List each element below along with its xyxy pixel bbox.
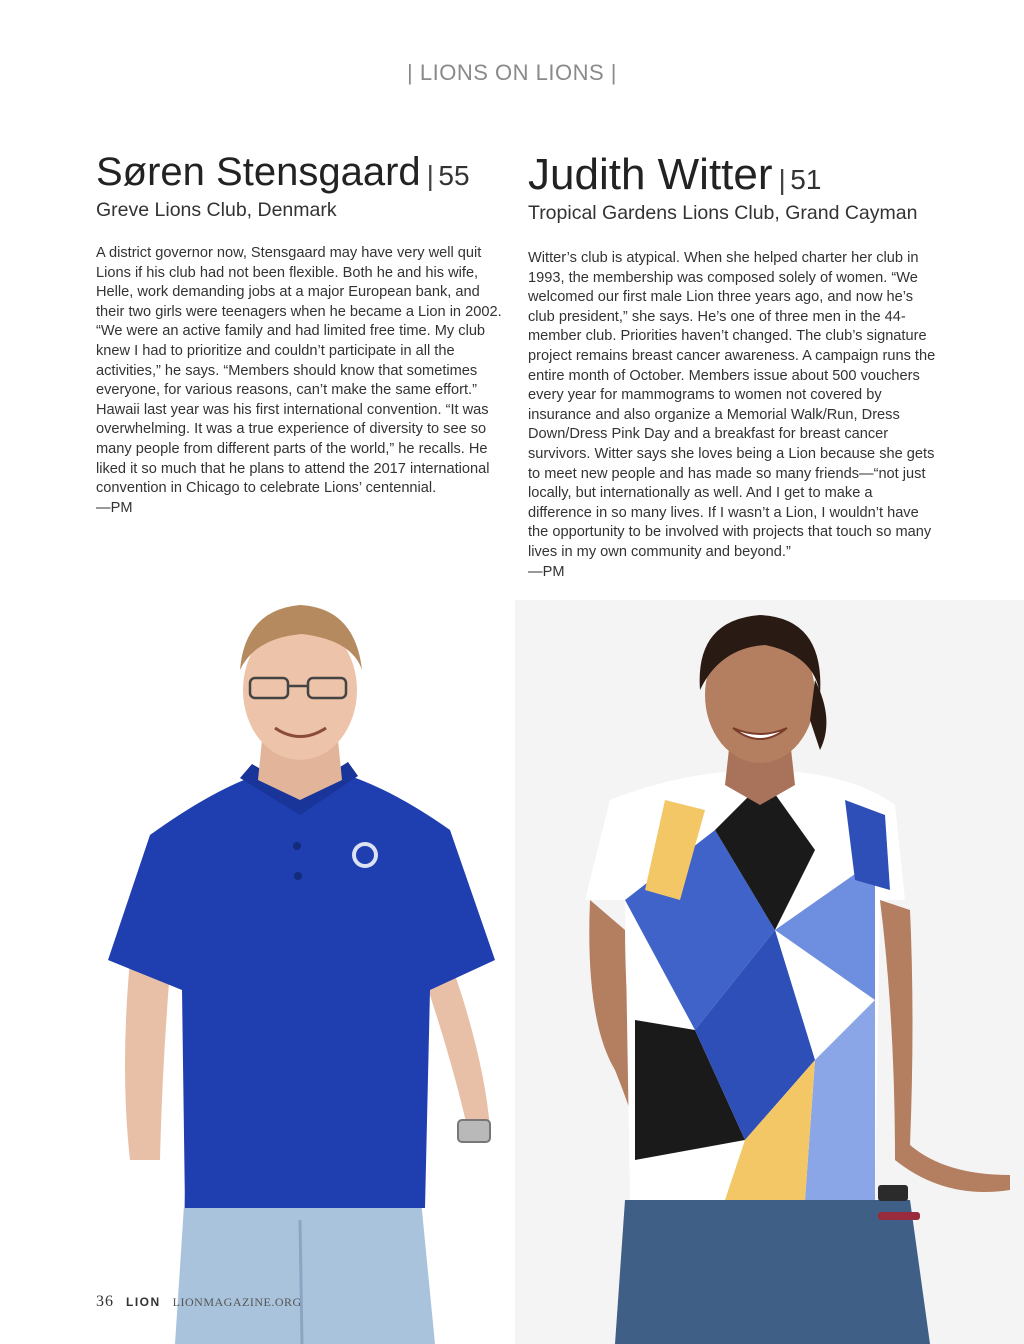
profile-body-paragraph: A district governor now, Stensgaard may have very well quit Lions if his club had not been flexible. Both he and his wife, Helle, work demanding jobs at a major European bank, and their two girls were teenagers when he became a Lion in 2002. “We were an active family and had limited free time. My club knew I had to prioritize and couldn’t participate in all the activities,” he says. “Members should know that sometimes everyone, for various reasons, can’t make the same effort.” Hawaii last year was his first international convention. “It was overwhelming. It was a true experience of diversity to see so many people from different parts of the world,” he recalls. He liked it so much that he plans to attend the 2017 international convention in Chicago to celebrate Lions’ centennial.	[96, 245, 502, 497]
heading-separator: |	[778, 164, 786, 195]
magazine-name: LION	[126, 1295, 161, 1309]
profile-body-paragraph: Witter’s club is atypical. When she helped charter her club in 1993, the membership was composed solely of women. “We welcomed our first male Lion three years ago, and now he’s club president,” she says. He’s one of three men in the 44-member club. Priorities haven’t changed. The club’s signature project remains breast cancer awareness. A campaign runs the entire month of October. Members issue about 500 vouchers every year for mammograms to women not covered by insurance and also organize a Memorial Walk/Run, Dress Down/Dress Pink Day and a breakfast for breast cancer survivors. Witter says she loves being a Lion because she gets to meet new people and has made so many friends—“not just locally, but internationally as well. And I get to make a difference in so many lives. If I wasn’t a Lion, I wouldn’t have the opportunity to be involved with projects that touch so many lives in my own community and beyond.”	[528, 250, 936, 560]
profile-soren	[96, 150, 506, 518]
profile-byline: —PM	[96, 499, 133, 516]
profile-name: Judith Witter	[528, 150, 773, 199]
photo-judith	[515, 600, 1024, 1344]
profile-judith	[528, 150, 938, 582]
profile-club: Greve Lions Club, Denmark	[96, 199, 337, 221]
photo-soren	[90, 600, 510, 1344]
profile-club: Tropical Gardens Lions Club, Grand Cayman	[528, 202, 918, 224]
profile-byline: —PM	[528, 563, 565, 580]
profile-name: Søren Stensgaard	[96, 150, 421, 194]
magazine-website: LIONMAGAZINE.ORG	[172, 1295, 302, 1309]
profile-age: 51	[790, 164, 822, 195]
profile-heading	[528, 150, 938, 200]
profile-body	[96, 244, 506, 518]
page-footer	[96, 1293, 302, 1311]
section-header: | LIONS ON LIONS |	[407, 60, 617, 85]
page-number: 36	[96, 1293, 114, 1310]
profile-age: 55	[438, 160, 470, 191]
profile-heading	[96, 150, 506, 195]
profile-body	[528, 249, 938, 582]
heading-separator: |	[426, 160, 434, 191]
